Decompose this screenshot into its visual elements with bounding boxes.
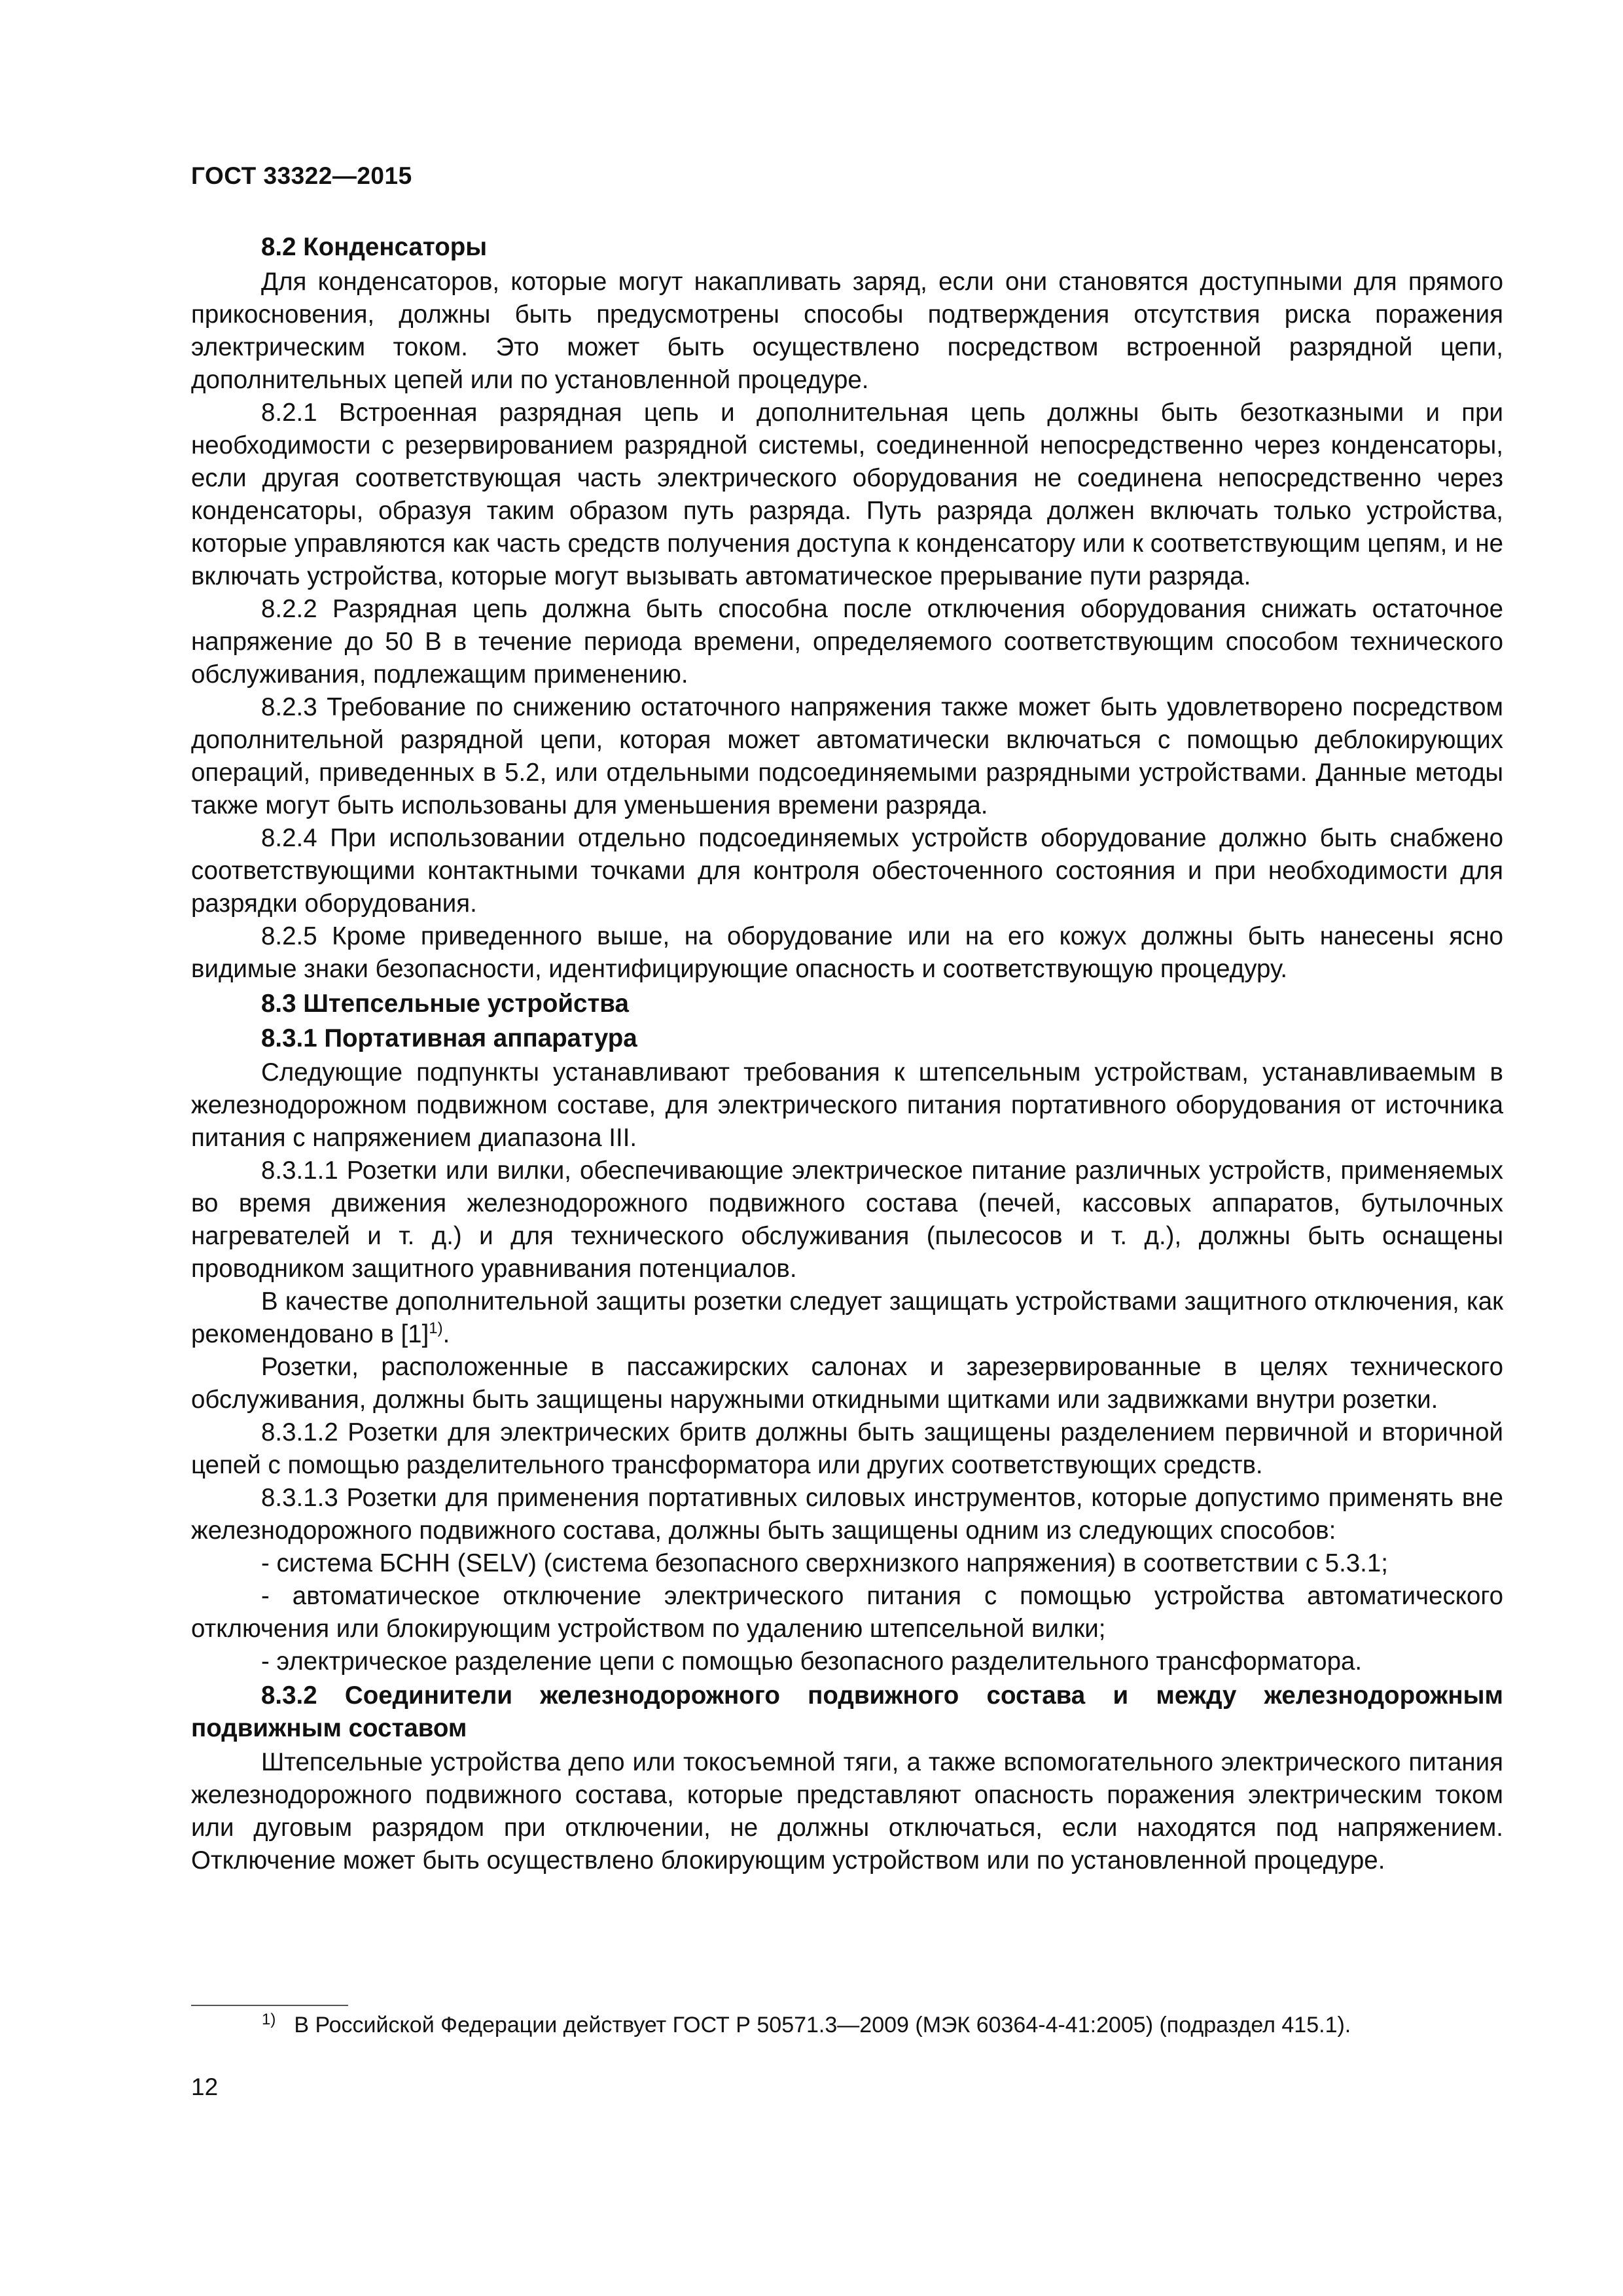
footnote-mark: 1) xyxy=(262,2010,276,2028)
paragraph-sockets: Розетки, расположенные в пассажирских салонах и зарезервированные в целях технического обслуживания, должны быть защищены наружными откидными щитками или задвижками внутри розетки. xyxy=(191,1353,1503,1414)
document-header: ГОСТ 33322—2015 xyxy=(191,162,412,189)
list-item: - автоматическое отключение электрического питания с помощью устройства автоматического отключения или блокирующим устройством по удалению штепсельной вилки; xyxy=(191,1582,1503,1643)
paragraph-8-3-1-intro: Следующие подпункты устанавливают требования к штепсельным устройствам, устанавливаемым в железнодорожном подвижном составе, для электрического питания портативного оборудования от источника питания с напряжением диапазона III. xyxy=(191,1058,1503,1152)
paragraph-8-2-3: 8.2.3 Требование по снижению остаточного напряжения также может быть удовлетворено посредством дополнительной разрядной цепи, которая может автоматически включаться с помощью деблокирующих операций, приведенных в 5.2, или отдельными подсоединяемыми разрядными устройствами. Данные методы также могут быть использованы для уменьшения времени разряда. xyxy=(191,693,1503,819)
footnote xyxy=(262,2011,1505,2039)
paragraph-8-2-2: 8.2.2 Разрядная цепь должна быть способна после отключения оборудования снижать остаточное напряжение до 50 В в течение периода времени, определяемого соответствующим способом технического обслуживания, подлежащим применению. xyxy=(191,595,1503,689)
list-item: - система БСНН (SELV) (система безопасного сверхнизкого напряжения) в соответствии с 5.3.1; xyxy=(261,1549,1388,1577)
paragraph-8-2-5: 8.2.5 Кроме приведенного выше, на оборудование или на его кожух должны быть нанесены ясно видимые знаки безопасности, идентифицирующие опасность и соответствующую процедуру. xyxy=(191,922,1503,983)
page-number: 12 xyxy=(191,2073,219,2100)
paragraph-8-3-2: Штепсельные устройства депо или токосъемной тяги, а также вспомогательного электрического питания железнодорожного подвижного состава, которые представляют опасность поражения электрическим током или дуговым разрядом при отключении, не должны отключаться, если находятся под напряжением. Отключение может быть осуществлено блокирующим устройством или по установленной процедуре. xyxy=(191,1748,1503,1874)
paragraph-8-3-1-2: 8.3.1.2 Розетки для электрических бритв должны быть защищены разделением первичной и вторичной цепей с помощью разделительного трансформатора или других соответствующих средств. xyxy=(191,1418,1503,1479)
subsection-heading-8-3-1: 8.3.1 Портативная аппаратура xyxy=(261,1024,637,1052)
paragraph-8-3-1-3: 8.3.1.3 Розетки для применения портативных силовых инструментов, которые допустимо применять вне железнодорожного подвижного состава, должны быть защищены одним из следующих способов: xyxy=(191,1484,1503,1545)
protection-text-end: . xyxy=(442,1320,450,1348)
paragraph-8-3-1-1: 8.3.1.1 Розетки или вилки, обеспечивающие электрическое питание различных устройств, применяемых во время движения железнодорожного подвижного состава (печей, кассовых аппаратов, бутылочных нагревателей и т. д.) и для технического обслуживания (пылесосов и т. д.), должны быть оснащены проводником защитного уравнивания потенциалов. xyxy=(191,1157,1503,1283)
footnote-separator xyxy=(191,2005,348,2006)
paragraph-additional-protection xyxy=(191,1285,1503,1351)
footnote-text: В Российской Федерации действует ГОСТ Р 50571.3—2009 (МЭК 60364-4-41:2005) (подраздел 415.1). xyxy=(294,2013,1351,2037)
section-heading-8-2: 8.2 Конденсаторы xyxy=(261,233,488,261)
subsection-heading-8-3-2: 8.3.2 Соединители железнодорожного подвижного состава и между железнодорожным подвижным составом xyxy=(191,1681,1503,1742)
section-heading-8-3: 8.3 Штепсельные устройства xyxy=(261,990,629,1018)
paragraph-8-2-1: 8.2.1 Встроенная разрядная цепь и дополнительная цепь должны быть безотказными и при необходимости с резервированием разрядной системы, соединенной непосредственно через конденсаторы, если другая соответствующая часть электрического оборудования не соединена непосредственно через конденсаторы, образуя таким образом путь разряда. Путь разряда должен включать только устройства, которые управляются как часть средств получения доступа к конденсатору или к соответствующим цепям, и не включать устройства, которые могут вызывать автоматическое прерывание пути разряда. xyxy=(191,399,1503,590)
paragraph-8-2-4: 8.2.4 При использовании отдельно подсоединяемых устройств оборудование должно быть снабжено соответствующими контактными точками для контроля обесточенного состояния и при необходимости для разрядки оборудования. xyxy=(191,824,1503,918)
footnote-reference[interactable]: 1) xyxy=(429,1319,443,1338)
list-item: - электрическое разделение цепи с помощью безопасного разделительного трансформатора. xyxy=(261,1647,1363,1676)
paragraph-8-2-intro: Для конденсаторов, которые могут накапливать заряд, если они становятся доступными для прямого прикосновения, должны быть предусмотрены способы подтверждения отсутствия риска поражения электрическим током. Это может быть осуществлено посредством встроенной разрядной цепи, дополнительных цепей или по установленной процедуре. xyxy=(191,268,1503,394)
protection-text: В качестве дополнительной защиты розетки следует защищать устройствами защитного отключения, как рекомендовано в [1] xyxy=(191,1287,1503,1348)
document-body xyxy=(191,229,1503,1877)
